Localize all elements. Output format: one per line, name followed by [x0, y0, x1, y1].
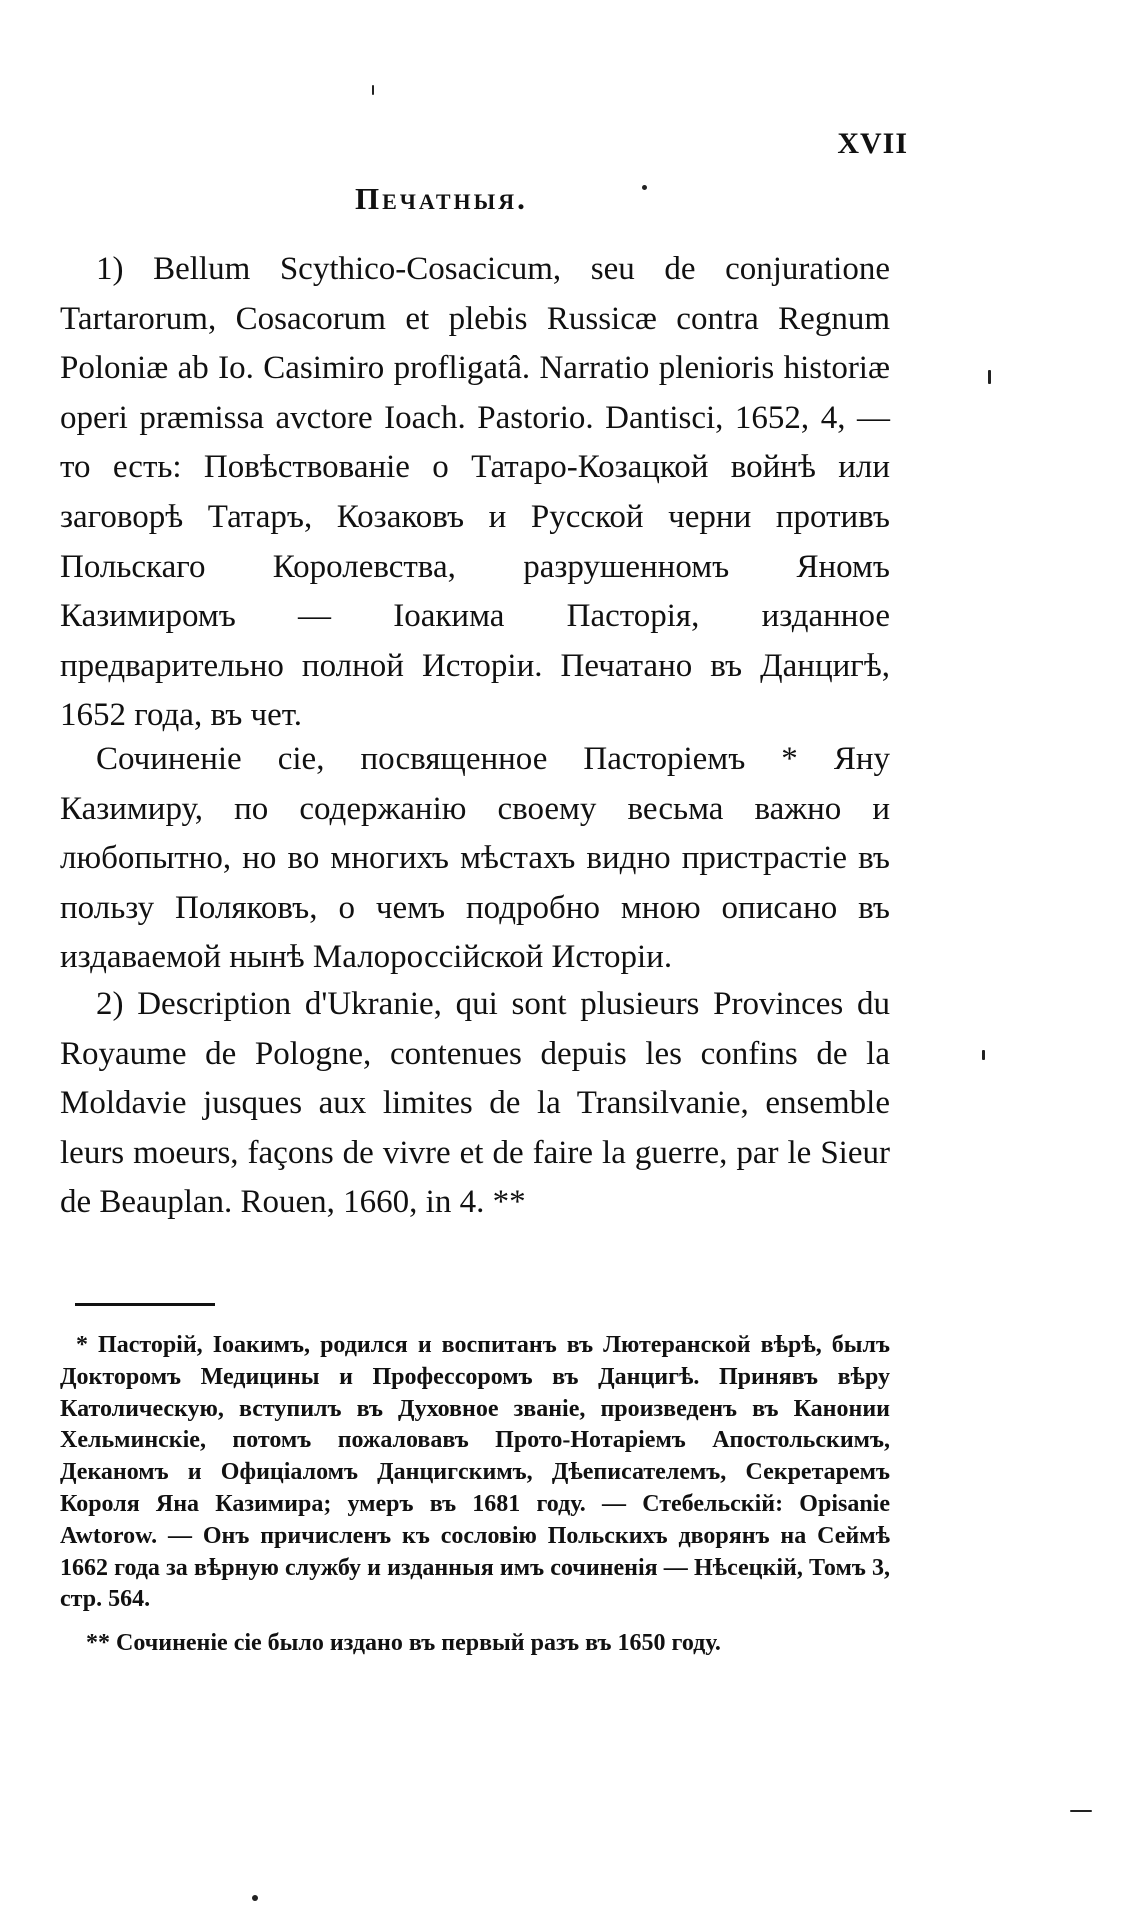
footnote-1: * Пасторій, Іоакимъ, родился и воспитанъ въ Лютеранской вѣрѣ, былъ Докторомъ Медицины и Профессоромъ въ Данцигѣ. Принявъ вѣру Католическую, вступилъ въ Духовное званіе, произведенъ въ Канонии Хельминскіе, потомъ пожаловавъ Прото-Нотаріемъ Апостольскимъ, Деканомъ и Офиціаломъ Данцигскимъ, Дѣеписателемъ, Секретаремъ Короля Яна Казимира; умеръ въ 1681 году. — Стебельскій: Opisanie Awtorow. — Онъ причисленъ къ сословію Польскихъ дворянъ на Сеймѣ 1662 года за вѣрную службу и изданныя имъ сочиненія — Нѣсецкій, Томъ 3, стр. 564. — [60, 1332, 890, 1613]
entry-commentary: Сочиненіе сіе, посвященное Пасторіемъ * Яну Казимиру, по содержанію своему весьма важно и любопытно, но во многихъ мѣстахъ видно пристрастіе въ пользу Поляковъ, о чемъ подробно мною описано въ издаваемой нынѣ Малороссійской Исторіи. — [60, 741, 890, 976]
speck — [1070, 1810, 1092, 1812]
section-heading: Печатныя. — [355, 181, 528, 216]
footnote-2: ** Сочиненіе сіе было издано въ первый разъ въ 1650 году. — [86, 1630, 721, 1656]
page-number: XVII — [837, 127, 908, 160]
bibliography-entry-1: 1) Bellum Scythico-Cosacicum, seu de conjuratione Tartarorum, Cosacorum et plebis Russicæ contra Regnum Poloniæ ab Io. Casimiro profligatâ. Narratio plenioris historiæ operi præmissa avctore Ioach. Pastorio. Dantisci, 1652, 4, — то есть: Повѣствованіе о Татаро-Козацкой войнѣ или заговорѣ Татаръ, Козаковъ и Русской черни противъ Польскаго Королевства, разрушенномъ Яномъ Казимиромъ — Іоакима Пасторія, изданное предварительно полной Исторіи. Печатано въ Данцигѣ, 1652 года, въ чет. — [60, 251, 890, 734]
speck — [642, 185, 647, 190]
speck — [252, 1895, 258, 1901]
footnote-separator — [75, 1303, 215, 1306]
speck — [988, 370, 991, 384]
bibliography-entry-2: 2) Description d'Ukranie, qui sont plusieurs Provinces du Royaume de Pologne, contenues depuis les confins de la Moldavie jusques aux limites de la Transilvanie, ensemble leurs moeurs, façons de vivre et de faire la guerre, par le Sieur de Beauplan. Rouen, 1660, in 4. ** — [60, 986, 890, 1221]
speck — [982, 1050, 985, 1060]
speck — [372, 85, 374, 95]
